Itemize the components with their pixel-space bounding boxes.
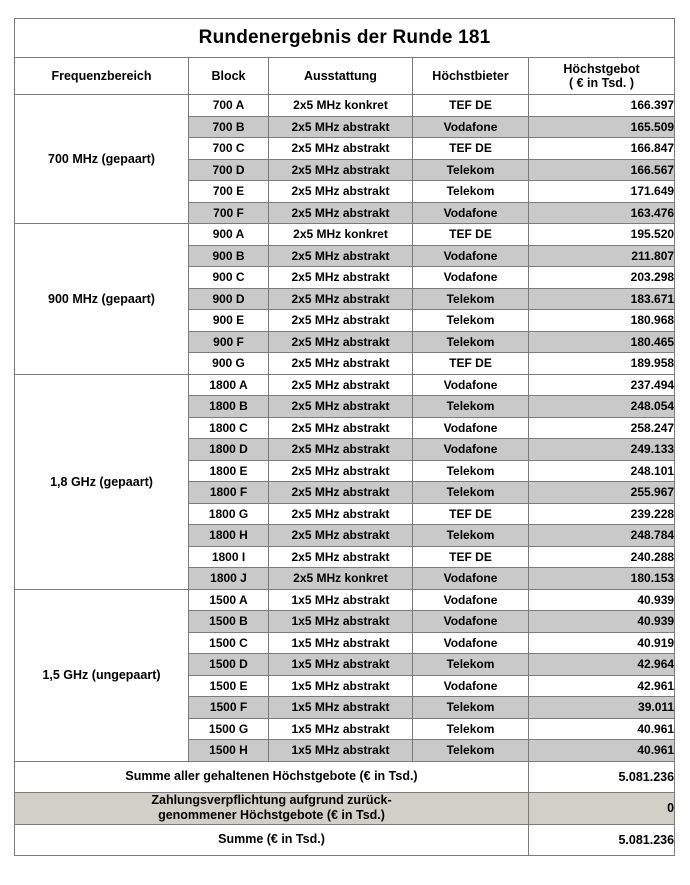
cell-highest-bidder: Telekom bbox=[413, 310, 529, 332]
cell-block: 1500 G bbox=[189, 718, 269, 740]
summary-row bbox=[15, 824, 675, 855]
group-label: 900 MHz (gepaart) bbox=[15, 224, 189, 375]
page-title: Rundenergebnis der Runde 181 bbox=[15, 19, 675, 58]
cell-block: 1500 F bbox=[189, 697, 269, 719]
summary-value: 0 bbox=[529, 792, 675, 824]
column-header-block: Block bbox=[189, 58, 269, 95]
cell-equipment: 2x5 MHz abstrakt bbox=[269, 310, 413, 332]
cell-highest-bidder: Vodafone bbox=[413, 116, 529, 138]
column-header-highest-bid-line1: Höchstgebot bbox=[563, 61, 640, 76]
cell-equipment: 1x5 MHz abstrakt bbox=[269, 654, 413, 676]
cell-highest-bidder: Vodafone bbox=[413, 202, 529, 224]
cell-highest-bidder: Telekom bbox=[413, 396, 529, 418]
cell-equipment: 2x5 MHz abstrakt bbox=[269, 138, 413, 160]
cell-equipment: 2x5 MHz abstrakt bbox=[269, 396, 413, 418]
column-header-highest-bidder: Höchstbieter bbox=[413, 58, 529, 95]
column-header-highest-bid-line2: ( € in Tsd. ) bbox=[569, 76, 635, 90]
cell-highest-bid: 180.153 bbox=[529, 568, 675, 590]
cell-highest-bid: 183.671 bbox=[529, 288, 675, 310]
cell-block: 1800 I bbox=[189, 546, 269, 568]
cell-highest-bidder: TEF DE bbox=[413, 138, 529, 160]
cell-highest-bidder: TEF DE bbox=[413, 224, 529, 246]
cell-highest-bid: 165.509 bbox=[529, 116, 675, 138]
cell-highest-bid: 40.961 bbox=[529, 718, 675, 740]
cell-equipment: 2x5 MHz konkret bbox=[269, 95, 413, 117]
table-row bbox=[15, 589, 675, 611]
cell-highest-bidder: Vodafone bbox=[413, 632, 529, 654]
table-row bbox=[15, 374, 675, 396]
cell-equipment: 2x5 MHz abstrakt bbox=[269, 525, 413, 547]
cell-highest-bid: 248.054 bbox=[529, 396, 675, 418]
cell-block: 1800 B bbox=[189, 396, 269, 418]
cell-equipment: 2x5 MHz abstrakt bbox=[269, 417, 413, 439]
table-groups bbox=[15, 95, 675, 762]
cell-highest-bidder: Telekom bbox=[413, 482, 529, 504]
cell-block: 1800 C bbox=[189, 417, 269, 439]
cell-highest-bid: 211.807 bbox=[529, 245, 675, 267]
cell-block: 700 F bbox=[189, 202, 269, 224]
table-row bbox=[15, 95, 675, 117]
cell-highest-bidder: Vodafone bbox=[413, 589, 529, 611]
cell-highest-bid: 42.961 bbox=[529, 675, 675, 697]
cell-highest-bid: 258.247 bbox=[529, 417, 675, 439]
cell-equipment: 2x5 MHz abstrakt bbox=[269, 159, 413, 181]
cell-block: 900 G bbox=[189, 353, 269, 375]
cell-block: 1500 D bbox=[189, 654, 269, 676]
cell-equipment: 2x5 MHz abstrakt bbox=[269, 288, 413, 310]
cell-equipment: 2x5 MHz abstrakt bbox=[269, 482, 413, 504]
column-header-frequency-range: Frequenzbereich bbox=[15, 58, 189, 95]
cell-equipment: 2x5 MHz abstrakt bbox=[269, 374, 413, 396]
cell-block: 1500 A bbox=[189, 589, 269, 611]
cell-highest-bidder: Vodafone bbox=[413, 675, 529, 697]
cell-highest-bidder: Telekom bbox=[413, 740, 529, 762]
cell-highest-bid: 203.298 bbox=[529, 267, 675, 289]
cell-highest-bidder: TEF DE bbox=[413, 546, 529, 568]
cell-block: 1500 B bbox=[189, 611, 269, 633]
cell-equipment: 2x5 MHz abstrakt bbox=[269, 503, 413, 525]
cell-block: 900 E bbox=[189, 310, 269, 332]
cell-highest-bid: 166.397 bbox=[529, 95, 675, 117]
cell-block: 900 B bbox=[189, 245, 269, 267]
summary-row bbox=[15, 761, 675, 792]
cell-highest-bidder: Telekom bbox=[413, 159, 529, 181]
cell-highest-bid: 171.649 bbox=[529, 181, 675, 203]
column-header-row bbox=[15, 58, 675, 95]
summary-value: 5.081.236 bbox=[529, 824, 675, 855]
cell-equipment: 2x5 MHz konkret bbox=[269, 224, 413, 246]
cell-highest-bidder: Vodafone bbox=[413, 245, 529, 267]
cell-highest-bidder: TEF DE bbox=[413, 95, 529, 117]
cell-highest-bid: 166.847 bbox=[529, 138, 675, 160]
column-header-highest-bid bbox=[529, 58, 675, 95]
cell-block: 900 F bbox=[189, 331, 269, 353]
cell-block: 1500 H bbox=[189, 740, 269, 762]
cell-highest-bid: 249.133 bbox=[529, 439, 675, 461]
summary-label: Zahlungsverpflichtung aufgrund zurück- genommener Höchstgebote (€ in Tsd.) bbox=[15, 792, 529, 824]
cell-block: 1500 E bbox=[189, 675, 269, 697]
round-result-table bbox=[14, 18, 675, 856]
cell-highest-bidder: Telekom bbox=[413, 460, 529, 482]
cell-highest-bidder: Telekom bbox=[413, 288, 529, 310]
cell-highest-bidder: Telekom bbox=[413, 181, 529, 203]
cell-equipment: 1x5 MHz abstrakt bbox=[269, 611, 413, 633]
summary-row bbox=[15, 792, 675, 824]
cell-block: 1800 J bbox=[189, 568, 269, 590]
cell-highest-bid: 163.476 bbox=[529, 202, 675, 224]
cell-block: 1800 F bbox=[189, 482, 269, 504]
cell-block: 1800 A bbox=[189, 374, 269, 396]
cell-highest-bidder: Telekom bbox=[413, 718, 529, 740]
cell-block: 1800 H bbox=[189, 525, 269, 547]
group-label: 1,5 GHz (ungepaart) bbox=[15, 589, 189, 761]
cell-highest-bidder: Telekom bbox=[413, 331, 529, 353]
cell-highest-bid: 248.101 bbox=[529, 460, 675, 482]
cell-equipment: 2x5 MHz abstrakt bbox=[269, 460, 413, 482]
cell-equipment: 2x5 MHz abstrakt bbox=[269, 331, 413, 353]
cell-highest-bid: 255.967 bbox=[529, 482, 675, 504]
cell-highest-bid: 240.288 bbox=[529, 546, 675, 568]
cell-highest-bidder: Vodafone bbox=[413, 611, 529, 633]
cell-equipment: 2x5 MHz abstrakt bbox=[269, 181, 413, 203]
cell-highest-bid: 195.520 bbox=[529, 224, 675, 246]
cell-highest-bidder: Telekom bbox=[413, 697, 529, 719]
cell-block: 1800 E bbox=[189, 460, 269, 482]
cell-equipment: 1x5 MHz abstrakt bbox=[269, 740, 413, 762]
cell-equipment: 1x5 MHz abstrakt bbox=[269, 632, 413, 654]
cell-block: 700 B bbox=[189, 116, 269, 138]
cell-highest-bid: 39.011 bbox=[529, 697, 675, 719]
cell-highest-bid: 237.494 bbox=[529, 374, 675, 396]
cell-highest-bid: 239.228 bbox=[529, 503, 675, 525]
table-summary bbox=[15, 761, 675, 855]
table-row bbox=[15, 224, 675, 246]
cell-equipment: 1x5 MHz abstrakt bbox=[269, 697, 413, 719]
cell-block: 900 D bbox=[189, 288, 269, 310]
group-label: 700 MHz (gepaart) bbox=[15, 95, 189, 224]
cell-block: 700 D bbox=[189, 159, 269, 181]
cell-highest-bidder: Vodafone bbox=[413, 374, 529, 396]
cell-highest-bid: 40.961 bbox=[529, 740, 675, 762]
cell-block: 900 C bbox=[189, 267, 269, 289]
cell-block: 1800 D bbox=[189, 439, 269, 461]
cell-highest-bid: 248.784 bbox=[529, 525, 675, 547]
cell-highest-bidder: TEF DE bbox=[413, 353, 529, 375]
cell-block: 700 E bbox=[189, 181, 269, 203]
cell-highest-bidder: Vodafone bbox=[413, 568, 529, 590]
cell-highest-bid: 40.939 bbox=[529, 611, 675, 633]
summary-label: Summe aller gehaltenen Höchstgebote (€ in Tsd.) bbox=[15, 761, 529, 792]
cell-highest-bidder: TEF DE bbox=[413, 503, 529, 525]
cell-highest-bid: 42.964 bbox=[529, 654, 675, 676]
group-label: 1,8 GHz (gepaart) bbox=[15, 374, 189, 589]
cell-equipment: 2x5 MHz abstrakt bbox=[269, 245, 413, 267]
cell-highest-bidder: Vodafone bbox=[413, 439, 529, 461]
cell-block: 1800 G bbox=[189, 503, 269, 525]
cell-equipment: 2x5 MHz abstrakt bbox=[269, 439, 413, 461]
cell-equipment: 2x5 MHz abstrakt bbox=[269, 546, 413, 568]
title-row bbox=[15, 19, 675, 58]
cell-equipment: 1x5 MHz abstrakt bbox=[269, 718, 413, 740]
summary-label: Summe (€ in Tsd.) bbox=[15, 824, 529, 855]
cell-highest-bidder: Vodafone bbox=[413, 417, 529, 439]
cell-highest-bidder: Telekom bbox=[413, 654, 529, 676]
cell-block: 1500 C bbox=[189, 632, 269, 654]
cell-highest-bid: 180.465 bbox=[529, 331, 675, 353]
cell-equipment: 2x5 MHz abstrakt bbox=[269, 116, 413, 138]
cell-highest-bidder: Telekom bbox=[413, 525, 529, 547]
cell-highest-bid: 166.567 bbox=[529, 159, 675, 181]
cell-block: 700 C bbox=[189, 138, 269, 160]
cell-equipment: 2x5 MHz abstrakt bbox=[269, 202, 413, 224]
cell-highest-bidder: Vodafone bbox=[413, 267, 529, 289]
cell-equipment: 2x5 MHz abstrakt bbox=[269, 267, 413, 289]
column-header-equipment: Ausstattung bbox=[269, 58, 413, 95]
cell-highest-bid: 189.958 bbox=[529, 353, 675, 375]
cell-equipment: 1x5 MHz abstrakt bbox=[269, 675, 413, 697]
cell-highest-bid: 40.939 bbox=[529, 589, 675, 611]
cell-highest-bid: 40.919 bbox=[529, 632, 675, 654]
cell-block: 900 A bbox=[189, 224, 269, 246]
cell-equipment: 2x5 MHz konkret bbox=[269, 568, 413, 590]
cell-equipment: 1x5 MHz abstrakt bbox=[269, 589, 413, 611]
cell-equipment: 2x5 MHz abstrakt bbox=[269, 353, 413, 375]
cell-block: 700 A bbox=[189, 95, 269, 117]
summary-value: 5.081.236 bbox=[529, 761, 675, 792]
cell-highest-bid: 180.968 bbox=[529, 310, 675, 332]
